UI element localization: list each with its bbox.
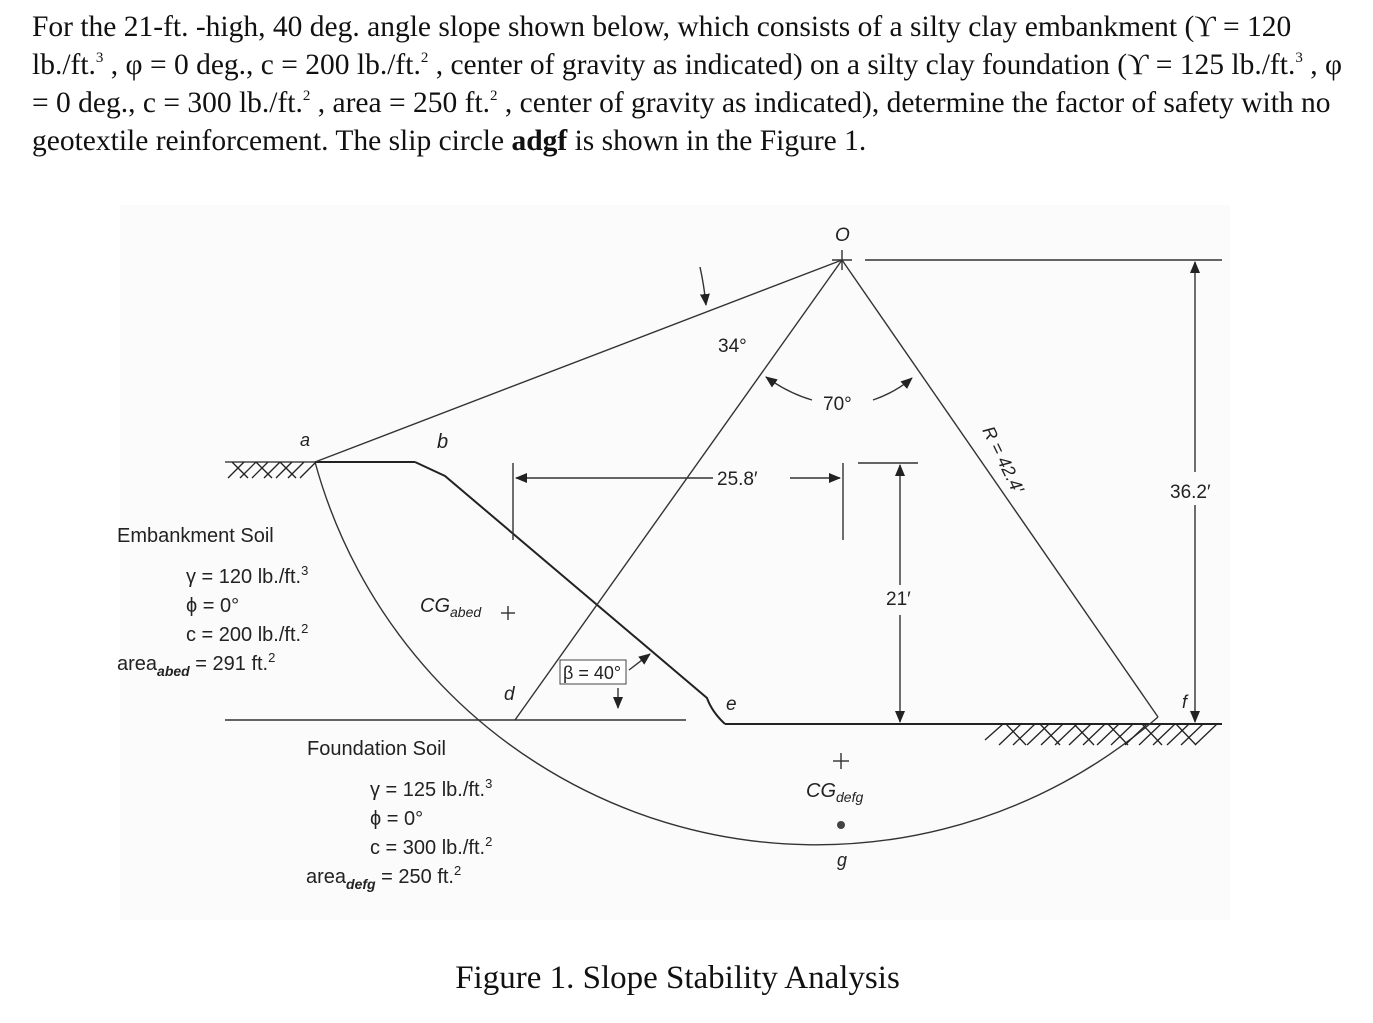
point-o-label: O	[835, 225, 850, 246]
foundation-gamma: γ = 125 lb./ft.$^3$	[370, 776, 493, 801]
embankment-phi: ϕ = 0°	[186, 595, 240, 617]
dim-36-2-label: 36.2′	[1170, 482, 1211, 503]
embankment-gamma: γ = 120 lb./ft.$^3$	[186, 563, 309, 588]
embankment-title: Embankment Soil	[117, 525, 274, 547]
beta-label: β = 40°	[563, 663, 622, 683]
point-a-label: a	[300, 430, 311, 450]
point-f-label: f	[1182, 692, 1188, 712]
dim-25-8-label: 25.8′	[717, 469, 758, 490]
embankment-c: c = 200 lb./ft.$^2$	[186, 621, 309, 646]
foundation-phi: ϕ = 0°	[370, 808, 424, 830]
dim-21-label: 21′	[886, 589, 911, 610]
cg-abed-label: $CG_{abed}$	[420, 595, 482, 620]
foundation-c: c = 300 lb./ft.$^2$	[370, 834, 493, 859]
embankment-area: area$_{abed}$ = 291 ft.$^2$	[117, 650, 276, 679]
problem-statement: For the 21-ft. -high, 40 deg. angle slope shown below, which consists of a silty clay embankment (ϒ = 120 lb./ft.$^3$ , φ = 0 deg., c = 200 lb./ft.$^2$ , center of gravity as indicated) on a silty clay foundation (ϒ = 125 lb./ft.$^3$ , φ = 0 deg., c = 300 lb./ft.$^2$ , area = 250 ft.$^2$ , center of gravity as indicated), determine the factor of safety with no geotextile reinforcement. The slip circle adgf is shown in the Figure 1.	[32, 11, 1342, 157]
foundation-area: area$_{defg}$ = 250 ft.$^2$	[306, 863, 462, 892]
cg-defg-label: $CG_{defg}$	[806, 780, 864, 805]
point-b-label: b	[437, 431, 449, 453]
point-g-dot	[837, 821, 845, 829]
figure-background	[120, 205, 1230, 920]
radius-label: R = 42.4′	[978, 422, 1028, 497]
point-g-label: g	[837, 850, 848, 870]
point-d-label: d	[504, 684, 515, 705]
figure-caption: Figure 1. Slope Stability Analysis	[455, 960, 900, 996]
foundation-title: Foundation Soil	[307, 738, 446, 760]
point-e-label: e	[726, 694, 737, 715]
slip-circle-name: adgf	[511, 125, 568, 157]
angle-70-label: 70°	[823, 394, 852, 415]
angle-34-label: 34°	[718, 336, 747, 357]
